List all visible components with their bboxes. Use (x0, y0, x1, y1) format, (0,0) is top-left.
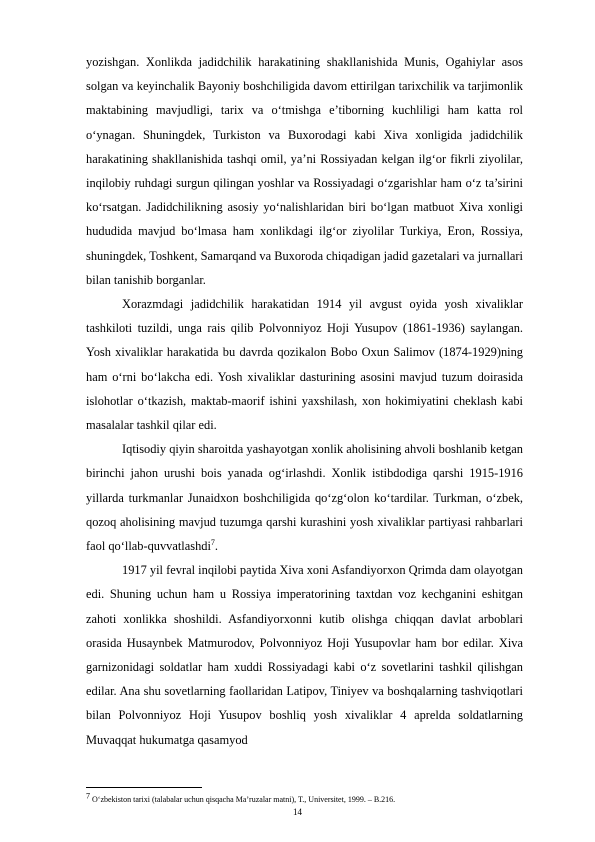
page-number: 14 (293, 807, 302, 817)
footnote (86, 791, 523, 805)
paragraph-uprising (86, 437, 523, 558)
document-body (86, 50, 523, 752)
footnote-divider (86, 787, 202, 788)
footnote-marker: 7 (86, 791, 90, 801)
footnote-reference[interactable]: 7 (210, 537, 215, 547)
paragraph-uprising-end: . (214, 539, 219, 554)
paragraph-continuation: yozishgan. Xonlikda jadidchilik harakatining shakllanishida Munis, Ogahiylar asos solgan va keyinchalik Bayoniy boshchiligida davom ettirilgan tarixchilik va tarjimonlik maktabining mavjudligi, tarix va o‘tmishga e’tiborning kuchliligi ham katta rol o‘ynagan. Shuningdek, Turkiston va Buxorodagi kabi Xiva xonligida jadidchilik harakatining shakllanishida tashqi omil, ya’ni Rossiyadan kelgan ilg‘or fikrli ziyolilar, inqilobiy ruhdagi surgun qilingan yoshlar va Rossiyadagi o‘zgarishlar ham o‘z ta’sirini ko‘rsatgan. Jadidchilikning asosiy yo‘nalishlaridan biri bo‘lgan matbuot Xiva xonligi hududida mavjud bo‘lmasa ham xonlikdagi ilg‘or ziyolilar Turkiya, Eron, Rossiya, shuningdek, Toshkent, Samarqand va Buxoroda chiqadigan jadid gazetalari va jurnallari bilan tanishib borganlar. (86, 55, 523, 287)
footnote-text: O‘zbekiston tarixi (talabalar uchun qisqacha Ma’ruzalar matni), T., Universitet, 1999. – B.216. (92, 795, 396, 804)
paragraph-young-khivans: Xorazmdagi jadidchilik harakatidan 1914 yil avgust oyida yosh xivaliklar tashkiloti tuzildi, unga rais qilib Polvonniyoz Hoji Yusupov (1861-1936) saylangan. Yosh xivaliklar harakatida bu davrda qozikalon Bobo Oxun Salimov (1874-1929)ning ham o‘rni bo‘lakcha edi. Yosh xivaliklar dasturining asosini mavjud tuzum doirasida islohotlar o‘tkazish, maktab-maorif ishini yaxshilash, xon hokimiyatini cheklash kabi masalalar tashkil qilar edi. (86, 297, 523, 433)
paragraph-february-revolution: 1917 yil fevral inqilobi paytida Xiva xoni Asfandiyorxon Qrimda dam olayotgan edi. Shuning uchun ham u Rossiya imperatorining taxtdan voz kechganini eshitgan zahoti xonlikka shoshildi. Asfandiyorxonni kutib olishga chiqqan davlat arboblari orasida Husaynbek Matmurodov, Polvonniyoz Hoji Yusupovlar ham bor edilar. Xiva garnizonidagi soldatlar ham xuddi Rossiyadagi kabi o‘z sovetlarini tashkil qilishgan edilar. Ana shu sovetlarning faollaridan Latipov, Tiniyev va boshqalarning tashviqotlari bilan Polvonniyoz Hoji Yusupov boshliq yosh xivaliklar 4 aprelda soldatlarning Muvaqqat hukumatga qasamyod (86, 563, 523, 747)
paragraph-uprising-text: Iqtisodiy qiyin sharoitda yashayotgan xonlik aholisining ahvoli boshlanib ketgan birinchi jahon urushi bois yanada og‘irlashdi. Xonlik istibdodiga qarshi 1915-1916 yillarda turkmanlar Junaidxon boshchiligida qo‘zg‘olon ko‘tardilar. Turkman, o‘zbek, qozoq aholisining mavjud tuzumga qarshi kurashini yosh xivaliklar partiyasi rahbarlari faol qo‘llab-quvvatlashdi (86, 442, 523, 554)
